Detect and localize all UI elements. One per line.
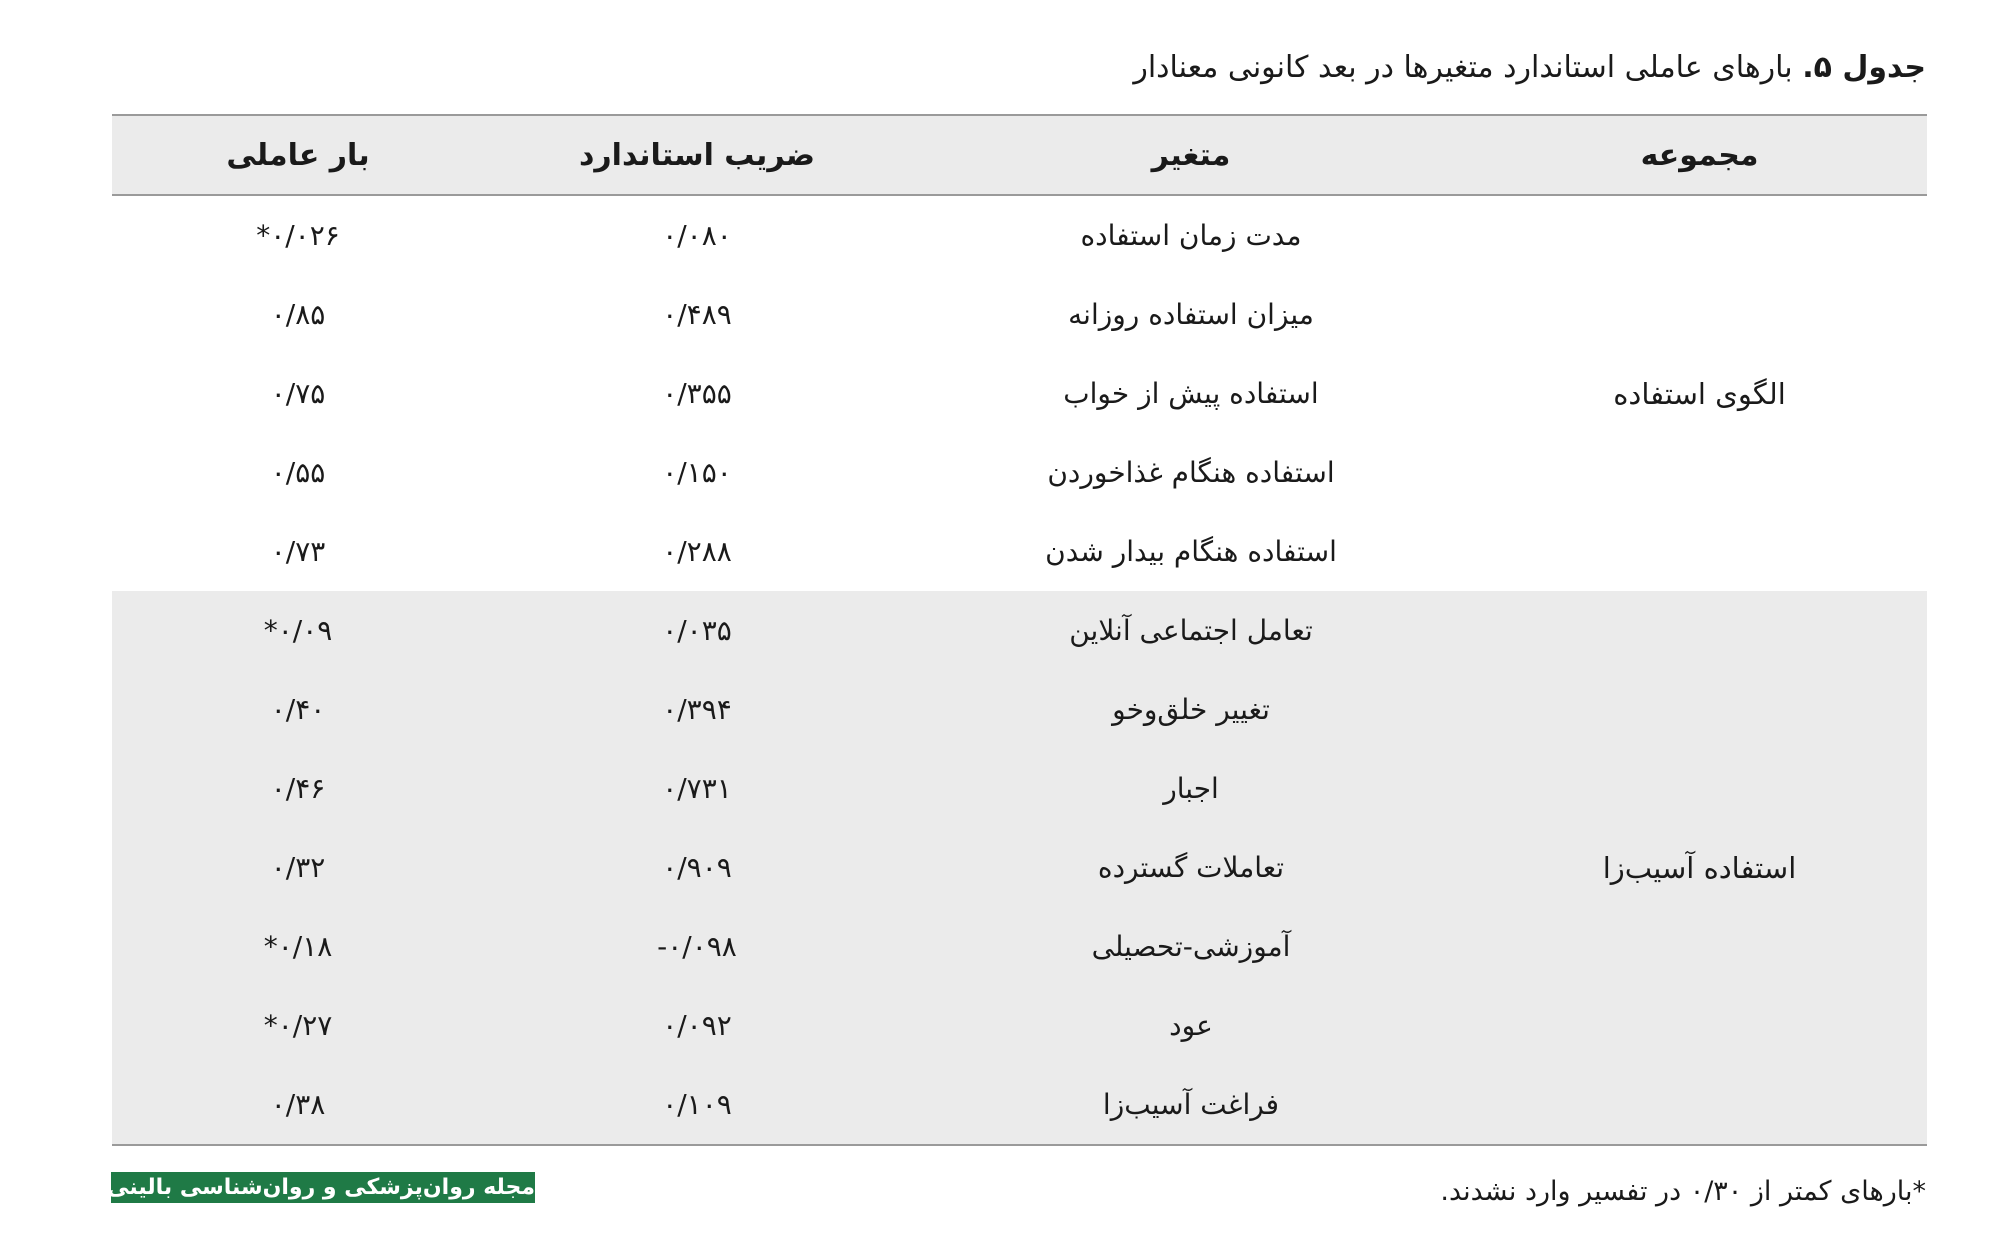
header-group: مجموعه <box>1640 137 1759 173</box>
variable-cell: استفاده هنگام غذاخوردن <box>1047 456 1335 489</box>
variable-cell: میزان استفاده روزانه <box>1068 298 1314 331</box>
variable-cell: تعامل اجتماعی آنلاین <box>1069 614 1313 647</box>
coefficient-cell: ۰/۰۸۰ <box>662 219 732 252</box>
variable-cell: آموزشی-تحصیلی <box>1091 930 1291 963</box>
variable-cell: تغییر خلق‌وخو <box>1112 693 1270 726</box>
loading-cell: *۰/۱۸ <box>263 930 333 963</box>
loading-cell: ۰/۷۵ <box>270 377 326 410</box>
factor-loadings-table <box>112 114 1927 1146</box>
coefficient-cell: ۰/۲۸۸ <box>662 535 732 568</box>
loading-cell: ۰/۴۶ <box>270 772 326 805</box>
coefficient-cell: ۰/۰۳۵ <box>662 614 732 647</box>
coefficient-cell: ۰/۳۹۴ <box>662 693 732 726</box>
variable-cell: اجبار <box>1163 772 1219 805</box>
loading-cell: ۰/۸۵ <box>270 298 326 331</box>
table-header-row <box>112 115 1927 195</box>
table-caption-text: بارهای عاملی استاندارد متغیرها در بعد کانونی معنادار <box>1133 50 1793 85</box>
header-coefficient: ضریب استاندارد <box>579 137 815 173</box>
table-caption-label: جدول ۵. <box>1802 50 1926 85</box>
loading-cell: *۰/۰۹ <box>263 614 333 647</box>
coefficient-cell: -۰/۰۹۸ <box>657 930 737 963</box>
coefficient-cell: ۰/۱۵۰ <box>662 456 732 489</box>
table-header <box>112 115 1927 195</box>
variable-cell: مدت زمان استفاده <box>1080 219 1302 252</box>
coefficient-cell: ۰/۳۵۵ <box>662 377 732 410</box>
header-variable: متغیر <box>1151 137 1231 173</box>
group-usage-pattern <box>112 195 1927 591</box>
loadings-table-wrapper <box>112 114 1927 1146</box>
loading-cell: *۰/۲۷ <box>263 1009 333 1042</box>
loading-cell: ۰/۵۵ <box>270 456 326 489</box>
table-row <box>112 195 1927 275</box>
variable-cell: استفاده هنگام بیدار شدن <box>1045 535 1337 568</box>
variable-cell: فراغت آسیب‌زا <box>1102 1088 1280 1121</box>
coefficient-cell: ۰/۷۳۱ <box>662 772 732 805</box>
coefficient-cell: ۰/۴۸۹ <box>662 298 732 331</box>
group-name: الگوی استفاده <box>1613 376 1786 411</box>
loading-cell: ۰/۷۳ <box>270 535 326 568</box>
group-harmful-use <box>112 591 1927 1145</box>
header-loading: بار عاملی <box>226 137 370 173</box>
group-name: استفاده آسیب‌زا <box>1602 850 1797 885</box>
variable-cell: تعاملات گسترده <box>1097 851 1285 884</box>
coefficient-cell: ۰/۰۹۲ <box>662 1009 732 1042</box>
coefficient-cell: ۰/۱۰۹ <box>662 1088 732 1121</box>
table-footnote: *بارهای کمتر از ۰/۳۰ در تفسیر وارد نشدند. <box>1440 1176 1926 1207</box>
table-caption <box>126 46 1926 90</box>
journal-badge: مجله روان‌پزشکی و روان‌شناسی بالینی ایران <box>111 1172 535 1203</box>
loading-cell: ۰/۳۲ <box>270 851 326 884</box>
variable-cell: عود <box>1169 1009 1213 1042</box>
variable-cell: استفاده پیش از خواب <box>1063 377 1319 410</box>
loading-cell: ۰/۴۰ <box>270 693 326 726</box>
coefficient-cell: ۰/۹۰۹ <box>662 851 732 884</box>
loading-cell: *۰/۰۲۶ <box>256 219 340 252</box>
loading-cell: ۰/۳۸ <box>270 1088 326 1121</box>
table-row <box>112 591 1927 670</box>
